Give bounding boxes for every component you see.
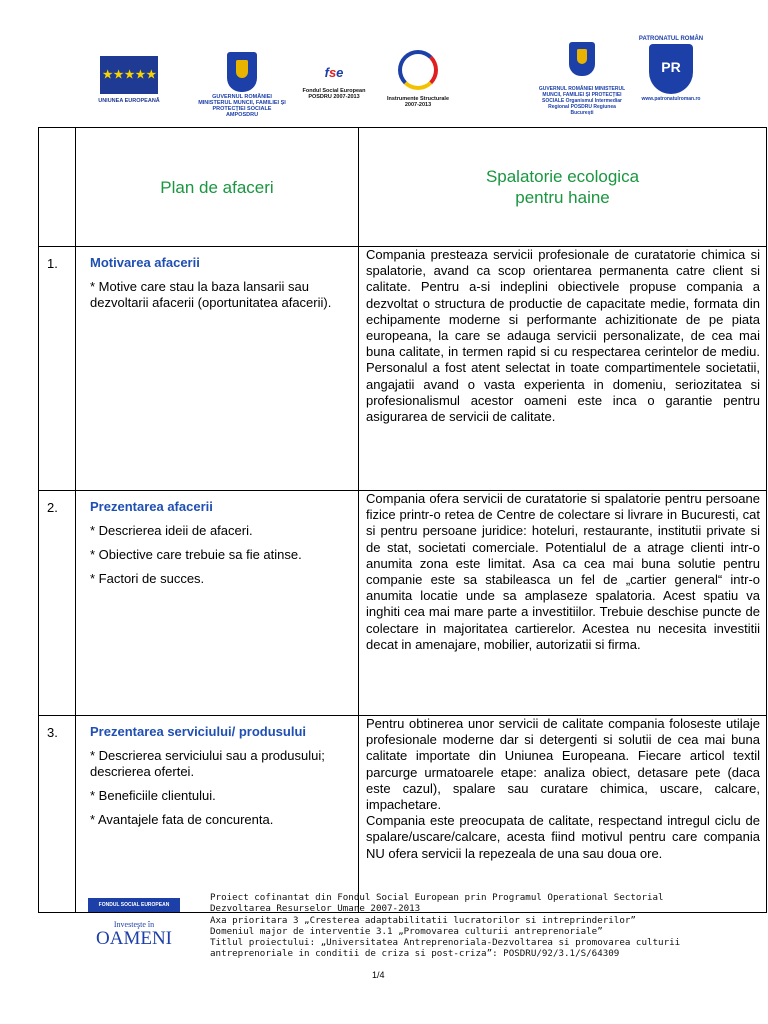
section-heading: Prezentarea afacerii [90,499,213,514]
footer-line: Dezvoltarea Resurselor Umane 2007-2013 [210,903,421,915]
business-name-line1: Spalatorie ecologica [485,167,640,186]
government-oir-caption: GUVERNUL ROMÂNIEI MINISTERUL MUNCII, FAMILIEI ȘI PROTECȚIEI SOCIALE Organismul Intermediar Regional POSDRU Regiunea București [538,86,626,116]
section-answer: Compania presteaza servicii profesionale de curatatorie chimica si spalatorie, avand ca scop orientarea permanenta catre client si calitate. Pentru a-si indeplini obiectivele propuse compania a dezvoltat o structura de productie de capacitate medie, formata din echipamente moderne si performante achizitionate de pe piata europeana, la care se adauga servicii personalizate, de cea mai buna calitate, in termen rapid si cu respectarea cerintelor de mediu. Personalul a fost atent selectat in toate compartimentele societatii, angajatii avand o vasta experienta in domeniu, seriozitatea si profesionalismul acestor oameni este inca o garantie pentru asigurarea de servicii de calitate. [359,247,767,491]
section-item: * Factori de succes. [90,571,205,586]
table-row [39,247,767,491]
section-heading: Motivarea afacerii [90,255,200,270]
section-answer: Compania ofera servicii de curatatorie si spalatorie pentru persoane fizice printr-o retea de Centre de colectare si livrare in Bucuresti, cat si pentru persoane juridice: hoteluri, restaurante, institutii private si de stat, societati comerciale. Potentialul de a atrage clienti intr-o anumita zona este limitat. Asa ca cea mai buna solutie pentru companie este sa stabileasca un fel de „cartier general“ intr-o anumita locatie unde sa amplaseze spalatoria. Acest spatiu va inghiti cea mai mare parte a investitiilor. Trebuie deschise puncte de colectare in majoritatea cartierelor. Acestea nu necesita investitii decat in amenajare, mobilier, autorizatii si firma. [359,491,767,716]
section-item: * Beneficiile clientului. [90,788,216,803]
section-prompt-cell [76,491,359,716]
footer-logo [88,898,180,949]
section-answer: Pentru obtinerea unor servicii de calitate compania foloseste utilaje profesionale moderne dar si detergenti si solutii de cea mai buna calitate importate din Uniunea Europeana. Fiecare articol textil parcurge urmatoarele etape: analiza obiect, detasare pete (daca este cazul), spalare sau curatare chimica, uscare, calcare, impachetare. [366,716,760,813]
footer-line: Domeniul major de interventie 3.1 „Promovarea culturii antreprenoriale” [210,925,603,937]
footer-line: Titlul proiectului: „Universitatea Antreprenoriala-Dezvoltarea si promovarea culturii [210,937,681,949]
section-prompt-cell [76,716,359,913]
romania-crest-icon [227,52,257,92]
business-name-line2: pentru haine [515,188,610,207]
eu-flag-icon: ★ ★ ★ ★ ★ [100,56,158,94]
business-plan-table [38,127,767,913]
footer-text [210,892,730,960]
structural-instruments-icon [398,50,438,90]
patronatul-roman-logo [638,36,704,102]
header-logos [0,0,768,128]
row-number: 1. [39,247,76,491]
section-item: * Avantajele fata de concurenta. [90,812,274,827]
structural-instruments-logo [380,50,456,108]
row-number: 3. [39,716,76,913]
section-prompt-cell [76,247,359,491]
government-caption: GUVERNUL ROMÂNIEI MINISTERUL MUNCII, FAMILIEI ȘI PROTECȚIEI SOCIALE AMPOSDRU [198,94,286,118]
footer-line: Axa prioritara 3 „Cresterea adaptabilitatii lucratorilor si intreprinderilor” [210,914,636,926]
business-name [359,128,767,247]
patronatul-url: www.patronatulroman.ro [641,96,701,102]
footer-line: Proiect cofinantat din Fondul Social European prin Programul Operational Sectorial [210,892,664,903]
section-answer-cell [359,716,767,913]
eu-caption: UNIUNEA EUROPEANĂ [98,98,160,104]
footer-logo-bar: FONDUL SOCIAL EUROPEAN [88,898,180,912]
government-oir-logo [536,42,628,116]
title-num-cell [39,128,76,247]
page-number: 1/4 [372,970,385,980]
table-row [39,716,767,913]
patronatul-shield-icon: PR [649,44,693,94]
plan-title: Plan de afaceri [76,128,359,247]
section-answer-continued: Compania este preocupata de calitate, respectand intregul ciclu de spalare/uscare/calcare, acesta fiind motivul pentru care compania NU ofera servicii la repezeala de una sau doua ore. [366,813,760,861]
footer-line: antreprenoriale in conditii de criza si post-criza”: POSDRU/92/3.1/S/64309 [210,948,620,960]
romania-crest-icon [569,42,595,76]
section-heading: Prezentarea serviciului/ produsului [90,724,307,739]
fse-caption: Fondul Social European POSDRU 2007-2013 [302,88,366,100]
government-logo [198,52,286,118]
structural-instruments-caption: Instrumente Structurale 2007-2013 [386,96,450,108]
title-row [39,128,767,247]
section-item: * Motive care stau la baza lansarii sau dezvoltarii afacerii (oportunitatea afacerii). [90,279,332,310]
section-item: * Obiective care trebuie sa fie atinse. [90,547,302,562]
footer-logo-line1: Investeşte în [113,920,155,929]
eu-logo [92,56,166,104]
section-item: * Descrierea serviciului sau a produsului; descrierea ofertei. [90,748,325,779]
section-item: * Descrierea ideii de afaceri. [90,523,253,538]
row-number: 2. [39,491,76,716]
footer-logo-line2: OAMENI [96,928,172,949]
patronatul-title: PATRONATUL ROMÂN [638,36,704,42]
fse-mark-icon: fse [324,65,344,80]
table-row [39,491,767,716]
fse-logo [296,58,372,100]
